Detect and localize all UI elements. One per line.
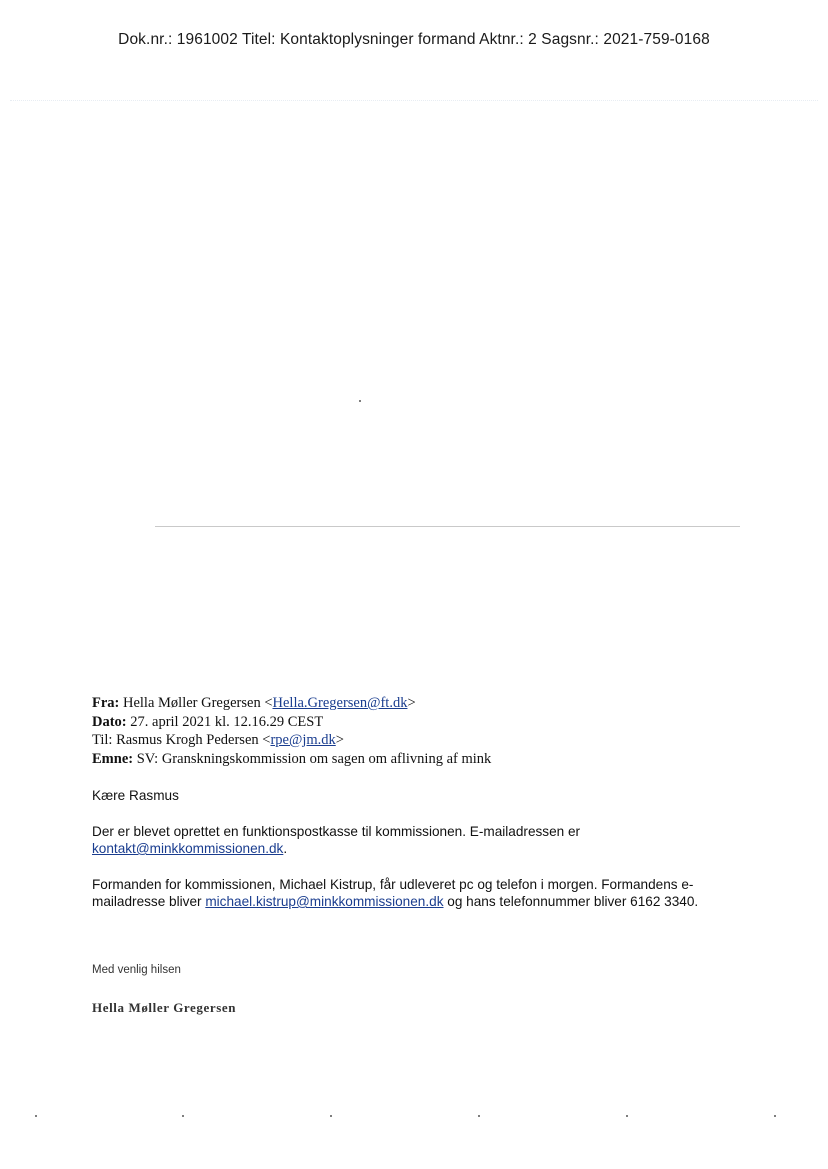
subject-value: SV: Granskningskommission om sagen om aflivning af mink (136, 750, 492, 767)
divider-line (155, 526, 740, 527)
to-email-link[interactable]: rpe@jm.dk (270, 732, 336, 748)
date-value: 27. april 2021 kl. 12.16.29 CEST (130, 713, 324, 730)
paragraph-chairman (92, 876, 742, 910)
document-header: Dok.nr.: 1961002 Titel: Kontaktoplysninger formand Aktnr.: 2 Sagsnr.: 2021-759-0168 (118, 31, 710, 48)
to-name: Rasmus Krogh Pedersen (116, 732, 259, 748)
paragraph-chairman-text-a: Formanden for kommissionen, Michael Kistrup, får udleveret pc og telefon i morgen. Formandens e-mailadresse bliver (92, 877, 694, 909)
scan-speck (359, 400, 361, 402)
scan-speck (774, 1115, 776, 1117)
scan-speck (330, 1115, 332, 1117)
to-label: Til: (92, 732, 113, 748)
email-header-block (92, 694, 491, 768)
paragraph-chairman-text-b: og hans telefonnummer bliver 6162 3340. (447, 894, 699, 909)
date-row (92, 713, 491, 732)
mailbox-email-link[interactable]: kontakt@minkkommissionen.dk (92, 841, 284, 856)
scan-speck (35, 1115, 37, 1117)
paragraph-mailbox: Der er blevet oprettet en funktionspostkasse til kommissionen. E-mailadressen er kontakt@minkkommissionen.dk. (92, 824, 581, 856)
from-row: Fra: Hella Møller Gregersen <Hella.Gregersen@ft.dk> (92, 695, 416, 711)
from-name: Hella Møller Gregersen (123, 695, 261, 711)
subject-row (92, 750, 491, 769)
scan-speck (478, 1115, 480, 1117)
scan-speck (182, 1115, 184, 1117)
greeting: Kære Rasmus (92, 788, 179, 803)
subject-label: Emne: (92, 750, 134, 767)
scan-speck (626, 1115, 628, 1117)
closing-line: Med venlig hilsen (92, 964, 181, 976)
scan-artifact-line (10, 100, 818, 101)
from-label: Fra: (92, 695, 120, 711)
from-email-link[interactable]: Hella.Gregersen@ft.dk (272, 695, 408, 711)
paragraph-mailbox-text: Der er blevet oprettet en funktionspostkasse til kommissionen. E-mailadressen er (92, 824, 581, 839)
to-row: Til: Rasmus Krogh Pedersen <rpe@jm.dk> (92, 732, 344, 748)
signature: Hella Møller Gregersen (92, 1000, 237, 1015)
chairman-email-link[interactable]: michael.kistrup@minkkommissionen.dk (205, 894, 444, 909)
date-label: Dato: (92, 713, 127, 730)
